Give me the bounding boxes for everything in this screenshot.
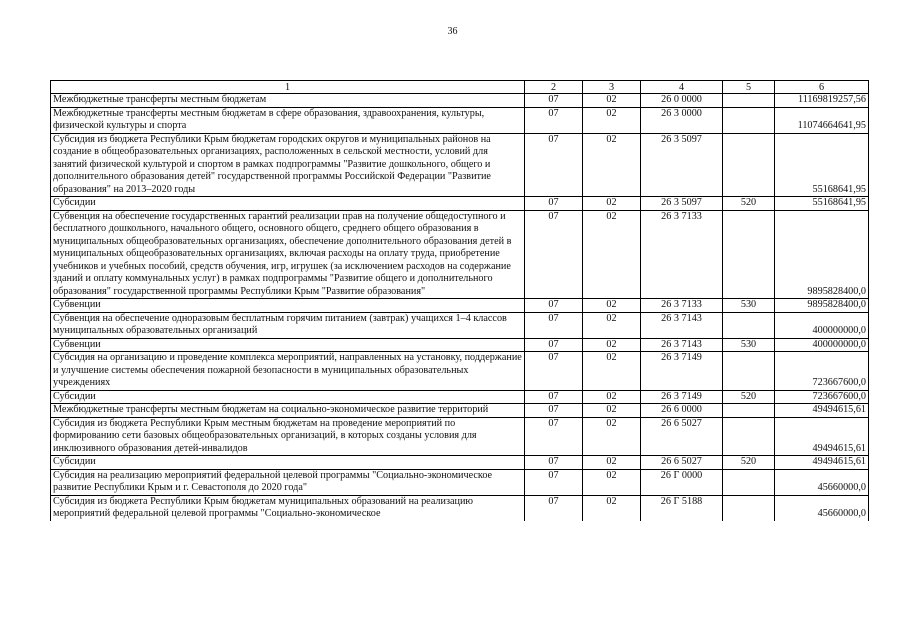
row-subsection-cell: 02 xyxy=(583,299,641,313)
row-amount-cell: 49494615,61 xyxy=(775,404,869,418)
row-subsection-cell: 02 xyxy=(583,133,641,197)
row-expense-type-cell: 530 xyxy=(723,338,775,352)
row-amount-cell: 400000000,0 xyxy=(775,338,869,352)
row-section-cell: 07 xyxy=(525,352,583,391)
row-target-code-cell: 26 3 5097 xyxy=(641,133,723,197)
row-amount-cell: 9895828400,0 xyxy=(775,210,869,299)
table-row xyxy=(51,404,869,418)
row-expense-type-cell xyxy=(723,210,775,299)
row-subsection-cell: 02 xyxy=(583,312,641,338)
row-name-cell: Субсидия из бюджета Республики Крым бюджетам муниципальных образований на реализацию мероприятий федеральной целевой программы "Социально-экономическое xyxy=(51,495,525,521)
table-row xyxy=(51,107,869,133)
row-name-cell: Межбюджетные трансферты местным бюджетам в сфере образования, здравоохранения, культуры, физической культуры и спорта xyxy=(51,107,525,133)
row-expense-type-cell: 520 xyxy=(723,456,775,470)
row-section-cell: 07 xyxy=(525,456,583,470)
row-target-code-cell: 26 6 5027 xyxy=(641,417,723,456)
row-target-code-cell: 26 3 7133 xyxy=(641,210,723,299)
row-target-code-cell: 26 0 0000 xyxy=(641,94,723,108)
row-name-cell: Межбюджетные трансферты местным бюджетам на социально-экономическое развитие территорий xyxy=(51,404,525,418)
row-name-cell: Субсидии xyxy=(51,390,525,404)
row-expense-type-cell xyxy=(723,495,775,521)
table-row xyxy=(51,417,869,456)
column-header-1: 1 xyxy=(51,81,525,94)
row-expense-type-cell xyxy=(723,417,775,456)
row-name-cell: Субсидии xyxy=(51,456,525,470)
table-row xyxy=(51,94,869,108)
row-name-cell: Субсидия на организацию и проведение комплекса мероприятий, направленных на установку, поддержание и улучшение системы обеспечения пожарной безопасности в муниципальных образовательных учреждениях xyxy=(51,352,525,391)
row-subsection-cell: 02 xyxy=(583,390,641,404)
row-subsection-cell: 02 xyxy=(583,456,641,470)
row-section-cell: 07 xyxy=(525,107,583,133)
row-name-cell: Субвенции xyxy=(51,299,525,313)
table-row xyxy=(51,456,869,470)
row-name-cell: Субвенция на обеспечение одноразовым бесплатным горячим питанием (завтрак) учащихся 1–4 классов муниципальных образовательных организаций xyxy=(51,312,525,338)
row-target-code-cell: 26 Г 5188 xyxy=(641,495,723,521)
row-section-cell: 07 xyxy=(525,210,583,299)
row-subsection-cell: 02 xyxy=(583,404,641,418)
row-target-code-cell: 26 Г 0000 xyxy=(641,469,723,495)
row-name-cell: Субсидии xyxy=(51,197,525,211)
row-target-code-cell: 26 3 7143 xyxy=(641,338,723,352)
row-subsection-cell: 02 xyxy=(583,197,641,211)
table-row xyxy=(51,197,869,211)
row-name-cell: Субвенция на обеспечение государственных гарантий реализации прав на получение общедоступного и бесплатного дошкольного, начального общего, основного общего, среднего общего образования в муниципальных общеобразовательных организациях, обеспечение дополнительного образования детей в муниципальных общеобразовательных организациях, включая расходы на оплату труда, приобретение учебников и учебных пособий, средств обучения, игр, игрушек (за исключением расходов на содержание зданий и оплату коммунальных услуг) в рамках подпрограммы "Развитие общего и дополнительного образования" государственной программы Республики Крым "Развитие образования" xyxy=(51,210,525,299)
row-expense-type-cell xyxy=(723,469,775,495)
row-subsection-cell: 02 xyxy=(583,210,641,299)
table-row xyxy=(51,210,869,299)
table-row xyxy=(51,299,869,313)
table-row xyxy=(51,338,869,352)
row-subsection-cell: 02 xyxy=(583,495,641,521)
row-target-code-cell: 26 6 5027 xyxy=(641,456,723,470)
row-section-cell: 07 xyxy=(525,299,583,313)
row-amount-cell: 11074664641,95 xyxy=(775,107,869,133)
row-name-cell: Субсидия из бюджета Республики Крым бюджетам городских округов и муниципальных районов на создание в общеобразовательных организациях, расположенных в сельской местности, условий для занятий физической культурой и спортом в рамках подпрограммы "Развитие дошкольного, общего и дополнительного образования детей" государственной программы Российской Федерации "Развитие образования" на 2013–2020 годы xyxy=(51,133,525,197)
row-section-cell: 07 xyxy=(525,312,583,338)
row-section-cell: 07 xyxy=(525,197,583,211)
column-header-5: 5 xyxy=(723,81,775,94)
row-target-code-cell: 26 3 7143 xyxy=(641,312,723,338)
row-expense-type-cell xyxy=(723,312,775,338)
table-row xyxy=(51,352,869,391)
row-expense-type-cell xyxy=(723,133,775,197)
row-amount-cell: 49494615,61 xyxy=(775,456,869,470)
row-expense-type-cell xyxy=(723,404,775,418)
row-name-cell: Субсидия на реализацию мероприятий федеральной целевой программы "Социально-экономическое развитие Республики Крым и г. Севастополя до 2020 года" xyxy=(51,469,525,495)
table-row xyxy=(51,312,869,338)
row-section-cell: 07 xyxy=(525,94,583,108)
row-subsection-cell: 02 xyxy=(583,94,641,108)
column-header-4: 4 xyxy=(641,81,723,94)
row-amount-cell: 9895828400,0 xyxy=(775,299,869,313)
table-row xyxy=(51,390,869,404)
row-expense-type-cell xyxy=(723,107,775,133)
row-name-cell: Межбюджетные трансферты местным бюджетам xyxy=(51,94,525,108)
row-expense-type-cell xyxy=(723,94,775,108)
row-amount-cell: 45660000,0 xyxy=(775,469,869,495)
row-subsection-cell: 02 xyxy=(583,338,641,352)
row-expense-type-cell xyxy=(723,352,775,391)
row-amount-cell: 55168641,95 xyxy=(775,197,869,211)
column-header-6: 6 xyxy=(775,81,869,94)
row-amount-cell: 723667600,0 xyxy=(775,352,869,391)
row-section-cell: 07 xyxy=(525,417,583,456)
column-header-2: 2 xyxy=(525,81,583,94)
row-target-code-cell: 26 3 7149 xyxy=(641,390,723,404)
row-target-code-cell: 26 3 0000 xyxy=(641,107,723,133)
row-amount-cell: 45660000,0 xyxy=(775,495,869,521)
row-amount-cell: 723667600,0 xyxy=(775,390,869,404)
row-section-cell: 07 xyxy=(525,469,583,495)
row-expense-type-cell: 520 xyxy=(723,197,775,211)
row-amount-cell: 11169819257,56 xyxy=(775,94,869,108)
row-subsection-cell: 02 xyxy=(583,469,641,495)
row-subsection-cell: 02 xyxy=(583,352,641,391)
row-target-code-cell: 26 3 7133 xyxy=(641,299,723,313)
page-number: 36 xyxy=(447,26,458,37)
row-name-cell: Субсидия из бюджета Республики Крым местным бюджетам на проведение мероприятий по формированию сети базовых общеобразовательных организаций, в которых созданы условия для инклюзивного образования детей-инвалидов xyxy=(51,417,525,456)
table-row xyxy=(51,133,869,197)
row-section-cell: 07 xyxy=(525,495,583,521)
row-target-code-cell: 26 3 7149 xyxy=(641,352,723,391)
row-section-cell: 07 xyxy=(525,133,583,197)
row-subsection-cell: 02 xyxy=(583,417,641,456)
table-header-row xyxy=(51,81,869,94)
row-section-cell: 07 xyxy=(525,338,583,352)
row-expense-type-cell: 520 xyxy=(723,390,775,404)
row-subsection-cell: 02 xyxy=(583,107,641,133)
column-header-3: 3 xyxy=(583,81,641,94)
row-section-cell: 07 xyxy=(525,390,583,404)
row-expense-type-cell: 530 xyxy=(723,299,775,313)
row-amount-cell: 55168641,95 xyxy=(775,133,869,197)
row-target-code-cell: 26 6 0000 xyxy=(641,404,723,418)
row-target-code-cell: 26 3 5097 xyxy=(641,197,723,211)
table-row xyxy=(51,495,869,521)
row-amount-cell: 400000000,0 xyxy=(775,312,869,338)
table-row xyxy=(51,469,869,495)
row-section-cell: 07 xyxy=(525,404,583,418)
row-name-cell: Субвенции xyxy=(51,338,525,352)
row-amount-cell: 49494615,61 xyxy=(775,417,869,456)
budget-table xyxy=(50,80,869,521)
